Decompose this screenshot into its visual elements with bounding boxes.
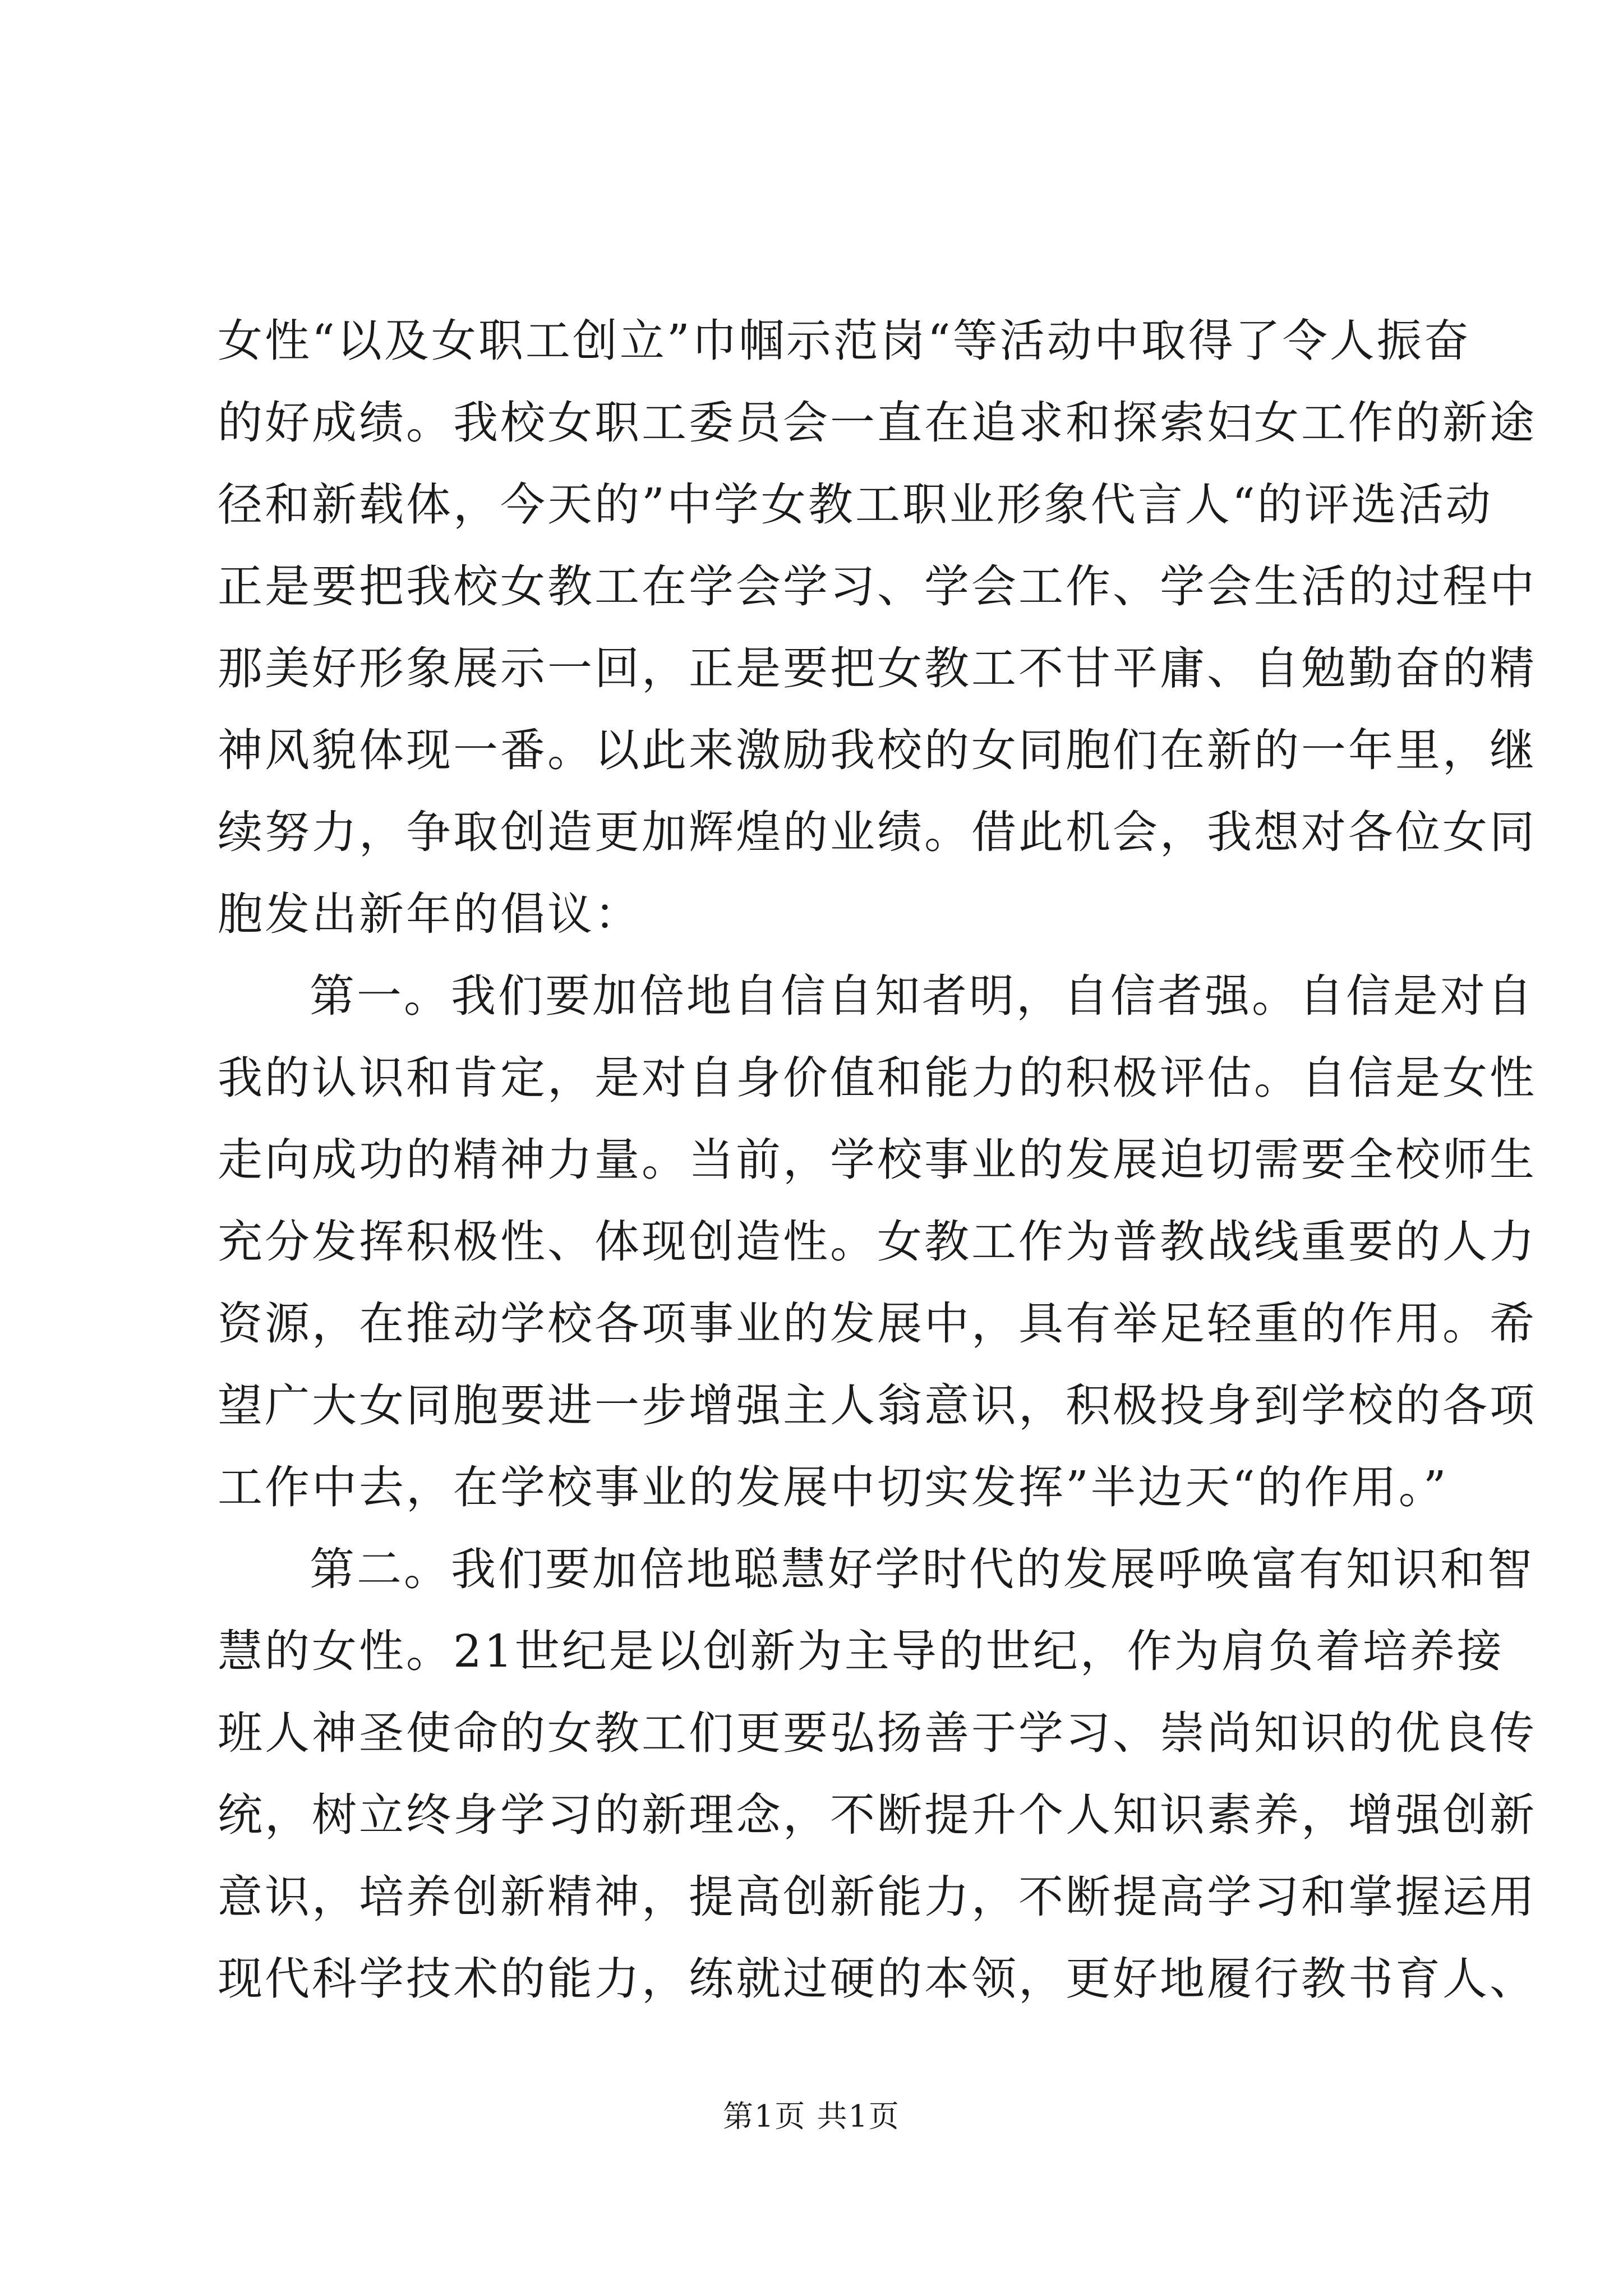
- paragraph-first-line: 第一。我们要加倍地自信自知者明，自信者强。自信是对自: [310, 970, 1534, 1022]
- text-line: 径和新载体，今天的”中学女教工职业形象代言人“的评选活动: [218, 478, 1493, 531]
- paragraph-first-line: 第二。我们要加倍地聪慧好学时代的发展呼唤富有知识和智: [310, 1543, 1534, 1595]
- text-line: 女性“以及女职工创立”巾帼示范岗“等活动中取得了令人振奋: [218, 315, 1471, 367]
- text-line: 我的认识和肯定，是对自身价值和能力的积极评估。自信是女性: [218, 1052, 1537, 1104]
- text-line: 工作中去，在学校事业的发展中切实发挥”半边天“的作用。”: [218, 1461, 1449, 1513]
- text-line: 班人神圣使命的女教工们更要弘扬善于学习、崇尚知识的优良传: [218, 1707, 1537, 1759]
- text-line: 的好成绩。我校女职工委员会一直在追求和探索妇女工作的新途: [218, 397, 1537, 449]
- text-line: 统，树立终身学习的新理念，不断提升个人知识素养，增强创新: [218, 1789, 1537, 1841]
- text-line: 充分发挥积极性、体现创造性。女教工作为普教战线重要的人力: [218, 1216, 1537, 1268]
- text-line: 望广大女同胞要进一步增强主人翁意识，积极投身到学校的各项: [218, 1379, 1537, 1432]
- text-line: 正是要把我校女教工在学会学习、学会工作、学会生活的过程中: [218, 560, 1537, 613]
- page-number-footer: 第1页 共1页: [723, 2099, 900, 2134]
- text-line: 神风貌体现一番。以此来激励我校的女同胞们在新的一年里，继: [218, 724, 1537, 776]
- text-line: 那美好形象展示一回，正是要把女教工不甘平庸、自勉勤奋的精: [218, 642, 1537, 694]
- text-line: 资源，在推动学校各项事业的发展中，具有举足轻重的作用。希: [218, 1297, 1537, 1350]
- text-line: 现代科学技术的能力，练就过硬的本领，更好地履行教书育人、: [218, 1953, 1537, 2005]
- text-line: 走向成功的精神力量。当前，学校事业的发展迫切需要全校师生: [218, 1134, 1537, 1186]
- text-line: 胞发出新年的倡议：: [218, 888, 642, 940]
- document-body: [218, 300, 1537, 2020]
- text-line: 慧的女性。21世纪是以创新为主导的世纪，作为肩负着培养接: [218, 1625, 1504, 1677]
- text-line: 续努力，争取创造更加辉煌的业绩。借此机会，我想对各位女同: [218, 806, 1537, 858]
- text-line: 意识，培养创新精神，提高创新能力，不断提高学习和掌握运用: [218, 1871, 1537, 1923]
